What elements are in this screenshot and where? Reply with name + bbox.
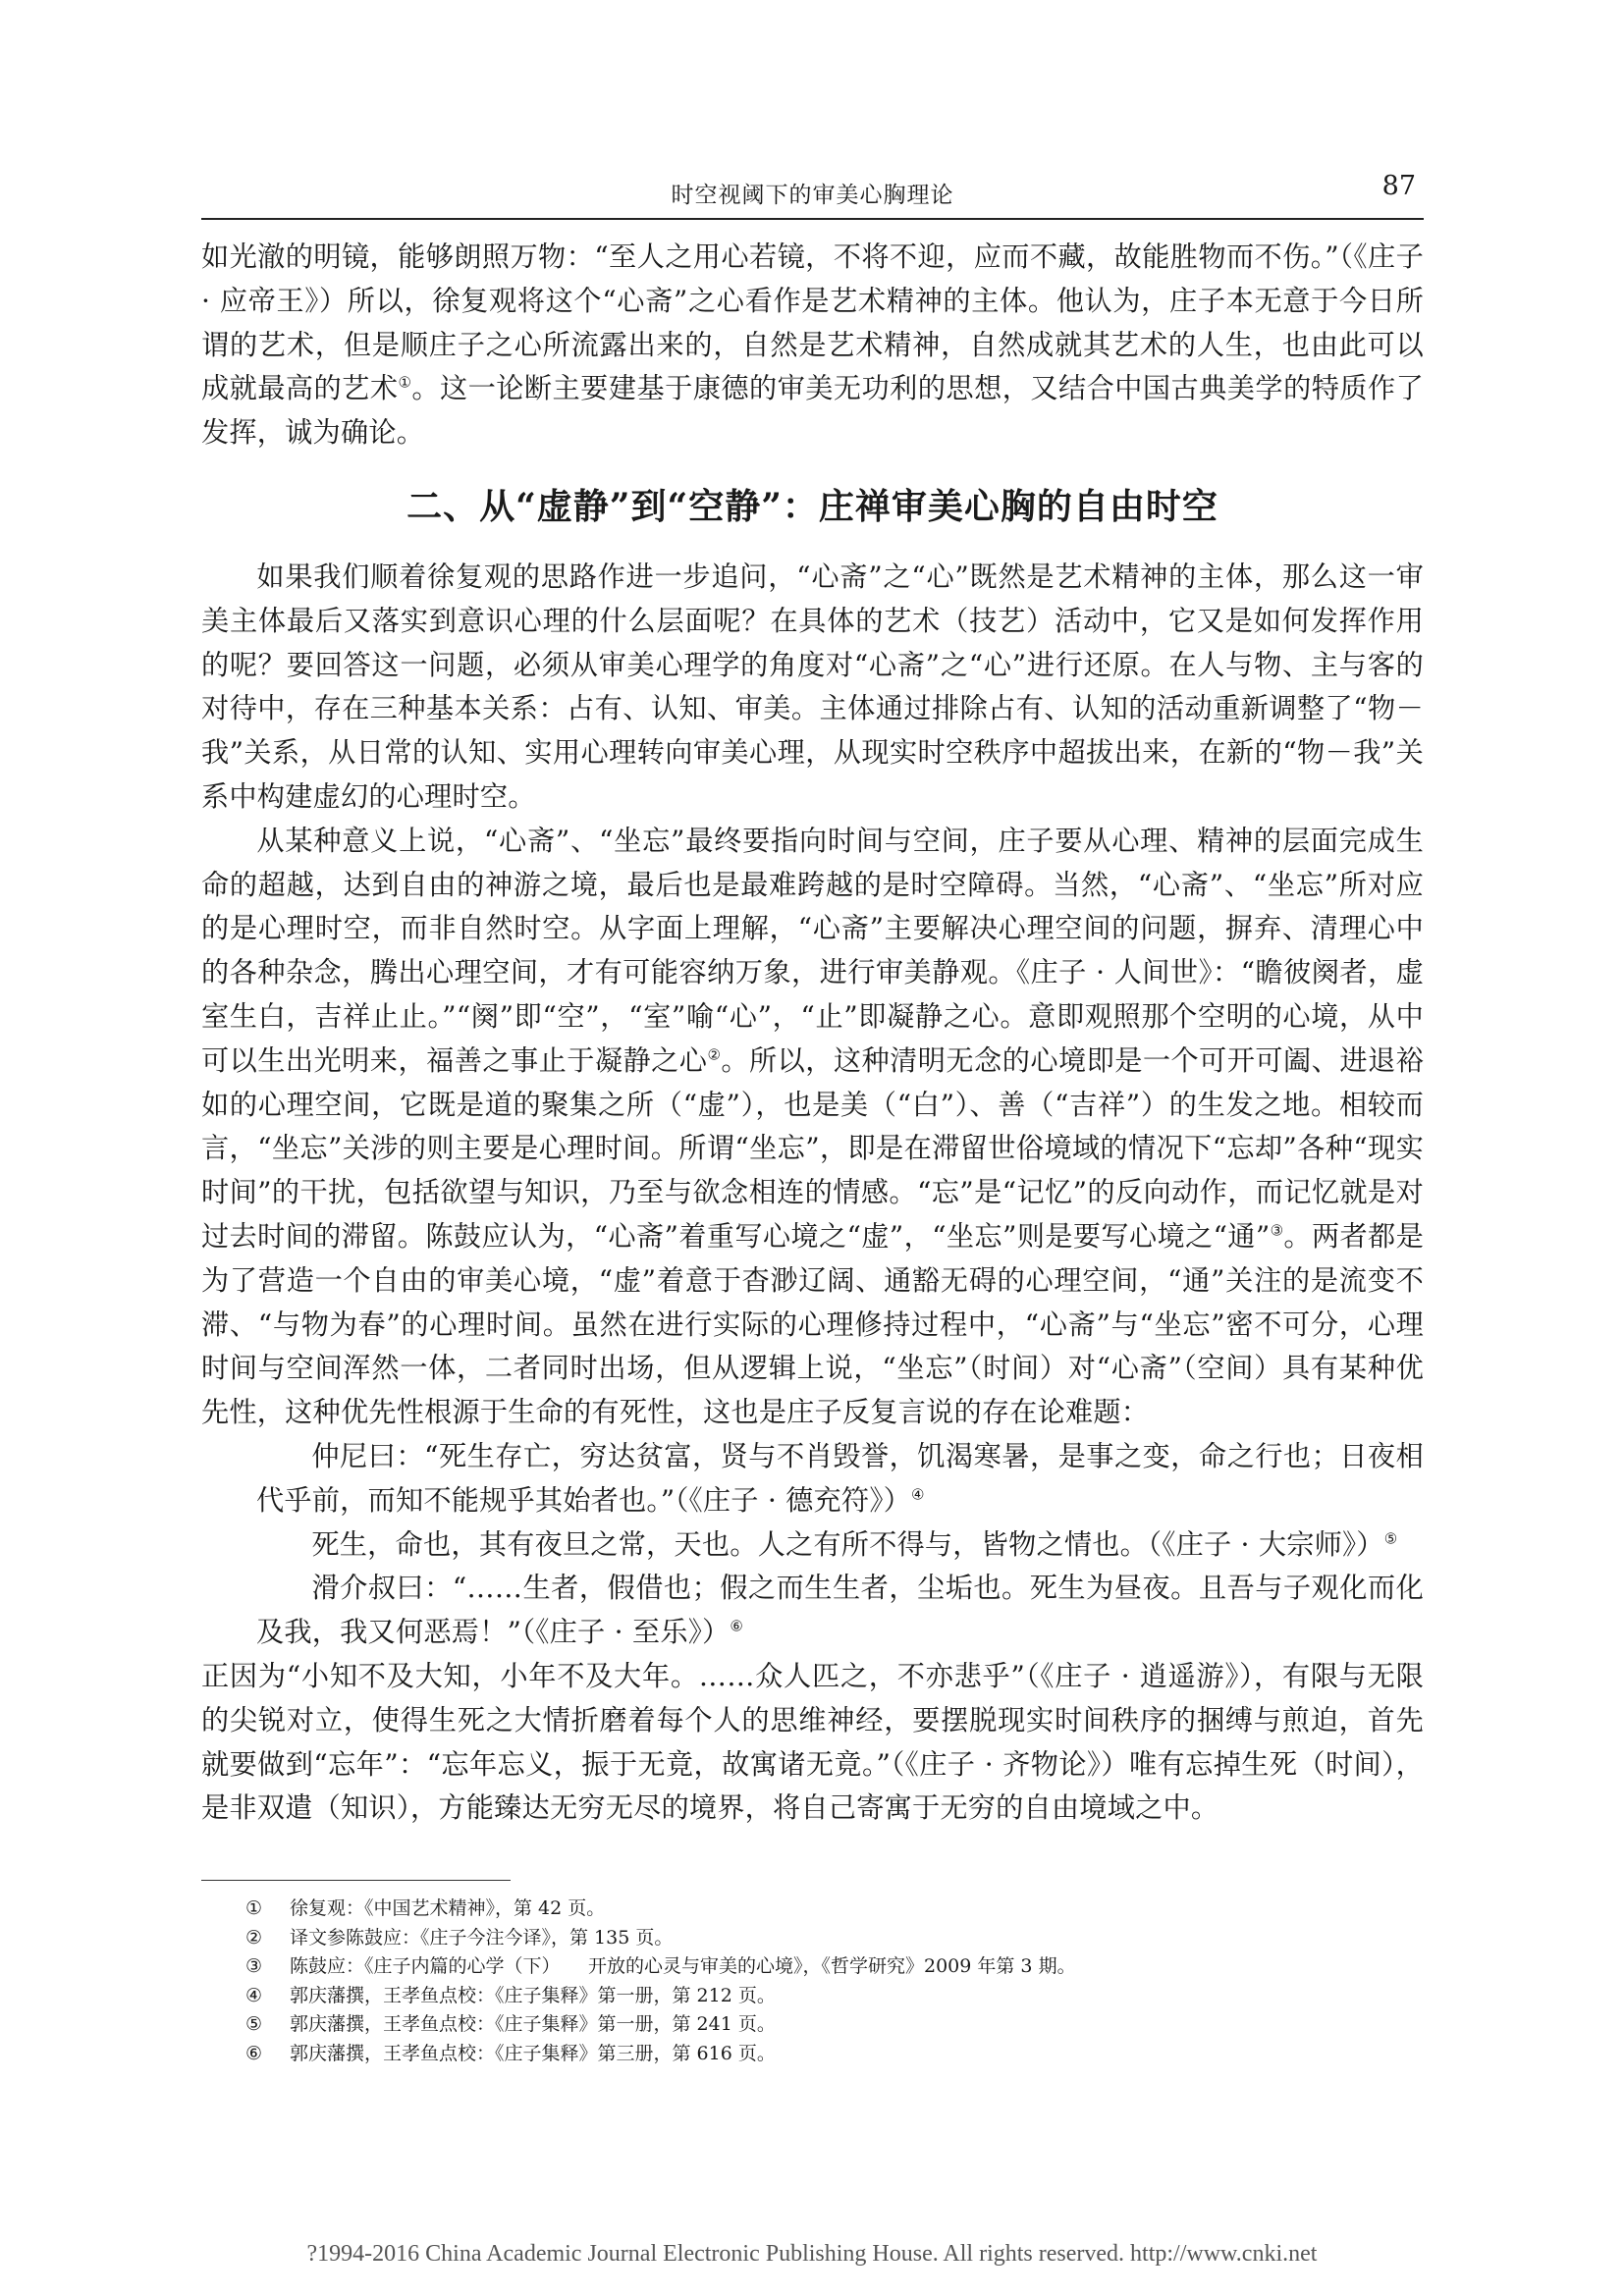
footnote-mark: ②: [245, 1926, 263, 1949]
page-number: 87: [1381, 171, 1416, 201]
paragraph-continued: [201, 236, 1424, 455]
footnote: [245, 1924, 1375, 1953]
block-quote: [201, 1435, 1424, 1523]
footnote: [245, 2010, 1375, 2040]
footnote: [245, 1952, 1375, 1982]
footnote-text: 郭庆藩撰，王孝鱼点校：《庄子集释》第一册，第 241 页。: [290, 2013, 776, 2035]
article-body: [201, 236, 1424, 1831]
footnote: [245, 1982, 1375, 2011]
copyright-notice: ?1994-2016 China Academic Journal Electronic Publishing House. All rights reserved. http://www.cnki.net: [306, 2241, 1318, 2267]
footnote-mark: ④: [245, 1984, 263, 2006]
section-heading: 二、从“虚静”到“空静”：庄禅审美心胸的自由时空: [406, 485, 1218, 527]
block-quote: [201, 1567, 1424, 1655]
footnote-mark: ①: [245, 1897, 263, 1919]
footnote-mark: ③: [245, 1955, 263, 1977]
block-quote: [201, 1523, 1424, 1568]
paragraph: 正因为“小知不及大知，小年不及大年。……众人匹之，不亦悲乎”（《庄子 · 逍遥游》），有限与无限的尖锐对立，使得生死之大情折磨着每个人的思维神经，要摆脱现实时间秩序的捆缚与煎迫，首先就要做到“忘年”：“忘年忘义，振于无竟，故寓诸无竟。”（《庄子 · 齐物论》）唯有忘掉生死（时间），是非双遣（知识），方能臻达无穷无尽的境界，将自己寄寓于无穷的自由境域之中。: [201, 1659, 1424, 1825]
footnote-ref-4[interactable]: ④: [911, 1485, 925, 1504]
paragraph-text: 从某种意义上说，“心斋”、“坐忘”最终要指向时间与空间，庄子要从心理、精神的层面完成生命的超越，达到自由的神游之境，最后也是最难跨越的是时空障碍。当然，“心斋”、“坐忘”所对应的是心理时空，而非自然时空。从字面上理解，“心斋”主要解决心理空间的问题，摒弃、清理心中的各种杂念，腾出心理空间，才有可能容纳万象，进行审美静观。《庄子 · 人间世》：“瞻彼阕者，虚室生白，吉祥止止。”“阕”即“空”，“室”喻“心”，“止”即凝静之心。意即观照那个空明的心境，从中可以生出光明来，福善之事止于凝静之心: [201, 824, 1424, 1077]
footnote: [245, 1895, 1375, 1924]
paragraph: [201, 820, 1424, 1435]
footnote-mark: ⑤: [245, 2013, 263, 2035]
footnote-mark: ⑥: [245, 2042, 263, 2064]
paragraph-text: 。所以，这种清明无念的心境即是一个可开可阖、进退裕如的心理空间，它既是道的聚集之所（“虚”），也是美（“白”）、善（“吉祥”）的生发之地。相较而言，“坐忘”关涉的则主要是心理时间。所谓“坐忘”，即是在滞留世俗境域的情况下“忘却”各种“现实时间”的干扰，包括欲望与知识，乃至与欲念相连的情感。“忘”是“记忆”的反向动作，而记忆就是对过去时间的滞留。陈鼓应认为，“心斋”着重写心境之“虚”，“坐忘”则是要写心境之“通”: [201, 1043, 1424, 1253]
paragraph-text: 。两者都是为了营造一个自由的审美心境，“虚”着意于杳渺辽阔、通豁无碍的心理空间，“通”关注的是流变不滞、“与物为春”的心理时间。虽然在进行实际的心理修持过程中，“心斋”与“坐忘”密不可分，心理时间与空间浑然一体，二者同时出场，但从逻辑上说，“坐忘”（时间）对“心斋”（空间）具有某种优先性，这种优先性根源于生命的有死性，这也是庄子反复言说的存在论难题：: [201, 1219, 1424, 1429]
footnote-text: 徐复观：《中国艺术精神》，第 42 页。: [290, 1897, 606, 1919]
footnote: [245, 2040, 1375, 2069]
footnote-ref-2[interactable]: ②: [707, 1045, 722, 1064]
footnote-divider: [201, 1880, 511, 1881]
quote-text: 滑介叔曰：“……生者，假借也；假之而生生者，尘垢也。死生为昼夜。且吾与子观化而化及我，我又何恶焉！”（《庄子 · 至乐》）: [256, 1572, 1424, 1649]
footnote-text: 译文参陈鼓应：《庄子今注今译》，第 135 页。: [290, 1926, 674, 1949]
footnote-ref-5[interactable]: ⑤: [1383, 1529, 1398, 1548]
paragraph-text: 。这一论断主要建基于康德的审美无功利的思想，又结合中国古典美学的特质作了发挥，诚为确论。: [201, 372, 1424, 450]
footnote-ref-6[interactable]: ⑥: [730, 1617, 744, 1635]
paragraph: 如果我们顺着徐复观的思路作进一步追问，“心斋”之“心”既然是艺术精神的主体，那么这一审美主体最后又落实到意识心理的什么层面呢？在具体的艺术（技艺）活动中，它又是如何发挥作用的呢？要回答这一问题，必须从审美心理学的角度对“心斋”之“心”进行还原。在人与物、主与客的对待中，存在三种基本关系：占有、认知、审美。主体通过排除占有、认知的活动重新调整了“物－我”关系，从日常的认知、实用心理转向审美心理，从现实时空秩序中超拔出来，在新的“物－我”关系中构建虚幻的心理时空。: [201, 560, 1424, 813]
footnote-text: 陈鼓应：《庄子内篇的心学（下） 开放的心灵与审美的心境》，《哲学研究》2009 年第 3 期。: [290, 1955, 1076, 1977]
running-title: 时空视阈下的审美心胸理论: [671, 183, 954, 208]
footnote-ref-3[interactable]: ③: [1270, 1221, 1284, 1240]
footnotes: [245, 1895, 1375, 2068]
paragraph-text: 如光澈的明镜，能够朗照万物：“至人之用心若镜，不将不迎，应而不藏，故能胜物而不伤。”（《庄子 · 应帝王》）所以，徐复观将这个“心斋”之心看作是艺术精神的主体。他认为，庄子本无意于今日所谓的艺术，但是顺庄子之心所流露出来的，自然是艺术精神，自然成就其艺术的人生，也由此可以成就最高的艺术: [201, 240, 1424, 405]
running-header: [201, 169, 1424, 220]
footnote-text: 郭庆藩撰，王孝鱼点校：《庄子集释》第三册，第 616 页。: [290, 2042, 776, 2064]
quote-text: 死生，命也，其有夜旦之常，天也。人之有所不得与，皆物之情也。（《庄子 · 大宗师》）: [311, 1527, 1384, 1561]
footnote-text: 郭庆藩撰，王孝鱼点校：《庄子集释》第一册，第 212 页。: [290, 1984, 776, 2006]
quote-text: 仲尼曰：“死生存亡，穷达贫富，贤与不肖毁誉，饥渴寒暑，是事之变，命之行也；日夜相代乎前，而知不能规乎其始者也。”（《庄子 · 德充符》）: [256, 1439, 1424, 1517]
footnote-ref-1[interactable]: ①: [398, 374, 412, 392]
